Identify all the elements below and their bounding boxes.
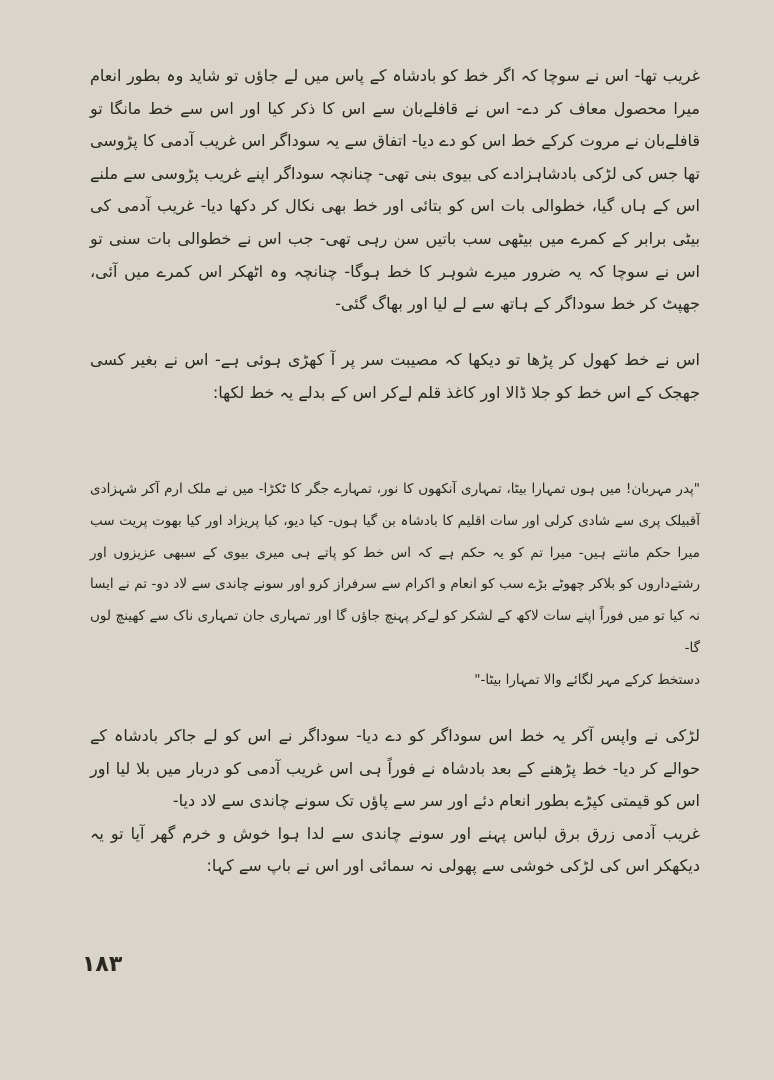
paragraph: غریب تھا- اس نے سوچا کہ اگر خط کو بادشاہ کے پاس میں لے جاؤں تو شاید وہ بطور انعام میرا محصول معاف کر دے- اس نے قافلےبان سے اس کا ذکر کیا اور اس سے خط مانگا تو قافلےبان نے مروت کرکے خط اس کو دے دیا- اتفاق سے یہ سوداگر اس غریب آدمی کا پڑوسی تھا جس کی لڑکی بادشاہزادے کی بیوی بنی تھی- چنانچہ سوداگر اپنے غریب پڑوسی سے ملنے اس کے ہاں گیا، خطوالی بات اس کو بتائی اور خط بھی نکال کر دکھا دیا- غریب آدمی کی بیٹی برابر کے کمرے میں بیٹھی سب باتیں سن رہی تھی- جب اس نے خطوالی بات سنی تو اس نے سوچا کہ یہ ضرور میرے شوہر کا خط ہوگا- چنانچہ وہ اٹھکر اس کمرے میں آئی، جھپٹ کر خط سوداگر کے ہاتھ سے لے لیا اور بھاگ گئی- — [90, 66, 700, 314]
quoted-letter: "پدر مہربان! میں ہوں تمہارا بیٹا، تمہاری آنکھوں کا نور، تمہارے جگر کا ٹکڑا- میں نے ملک ارم آکر شہزادی آقبیلک پری سے شادی کرلی اور سات اقلیم کا بادشاہ بن گیا ہوں- کیا دیو، کیا پریزاد اور کیا بھوت پریت سب میرا حکم مانتے ہیں- میرا تم کو یہ حکم ہے کہ اس خط کو پاتے ہی میری بیوی کے سبھی عزیزوں اور رشتےداروں کو بلاکر چھوٹے بڑے سب کو انعام و اکرام سے سرفراز کرو اور سونے چاندی سے لاد دو- تم نے ایسا نہ کیا تو میں فوراً اپنے سات لاکھ کے لشکر کو لےکر پہنچ جاؤں گا اور تمہاری جان تمہاری ناک سے کھینچ لوں گا- دستخط کرکے مہر لگائے والا تمہارا بیٹا-" — [90, 481, 700, 688]
paragraph-opening — [90, 60, 700, 321]
paragraph: غریب آدمی زرق برق لباس پہنے اور سونے چاندی سے لدا ہوا خوش و خرم گھر آیا تو یہ دیکھکر اس کی لڑکی خوشی سے پھولی نہ سمائی اور اس نے باپ سے کہا: — [90, 823, 700, 876]
page-number: ١٨٣ — [82, 952, 123, 977]
paragraph: اس نے خط کھول کر پڑھا تو دیکھا کہ مصیبت سر پر آ کھڑی ہوئی ہے- اس نے بغیر کسی جھجک کے اس خط کو جلا ڈالا اور کاغذ قلم لےکر اس کے بدلے یہ خط لکھا: — [90, 350, 700, 402]
paragraph: لڑکی نے واپس آکر یہ خط اس سوداگر کو دے دیا- سوداگر نے اس کو لے جاکر بادشاہ کے حوالے کر دیا- خط پڑھنے کے بعد بادشاہ نے فوراً ہی اس غریب آدمی کو دربار میں بلا لیا اور اس کو قیمتی کپڑے بطور انعام دئے اور سر سے پاؤں تک سونے چاندی سے لاد دیا- — [90, 726, 700, 811]
letter-quote — [90, 474, 700, 697]
paragraph-second — [90, 344, 700, 409]
paragraph-closing — [90, 720, 700, 883]
